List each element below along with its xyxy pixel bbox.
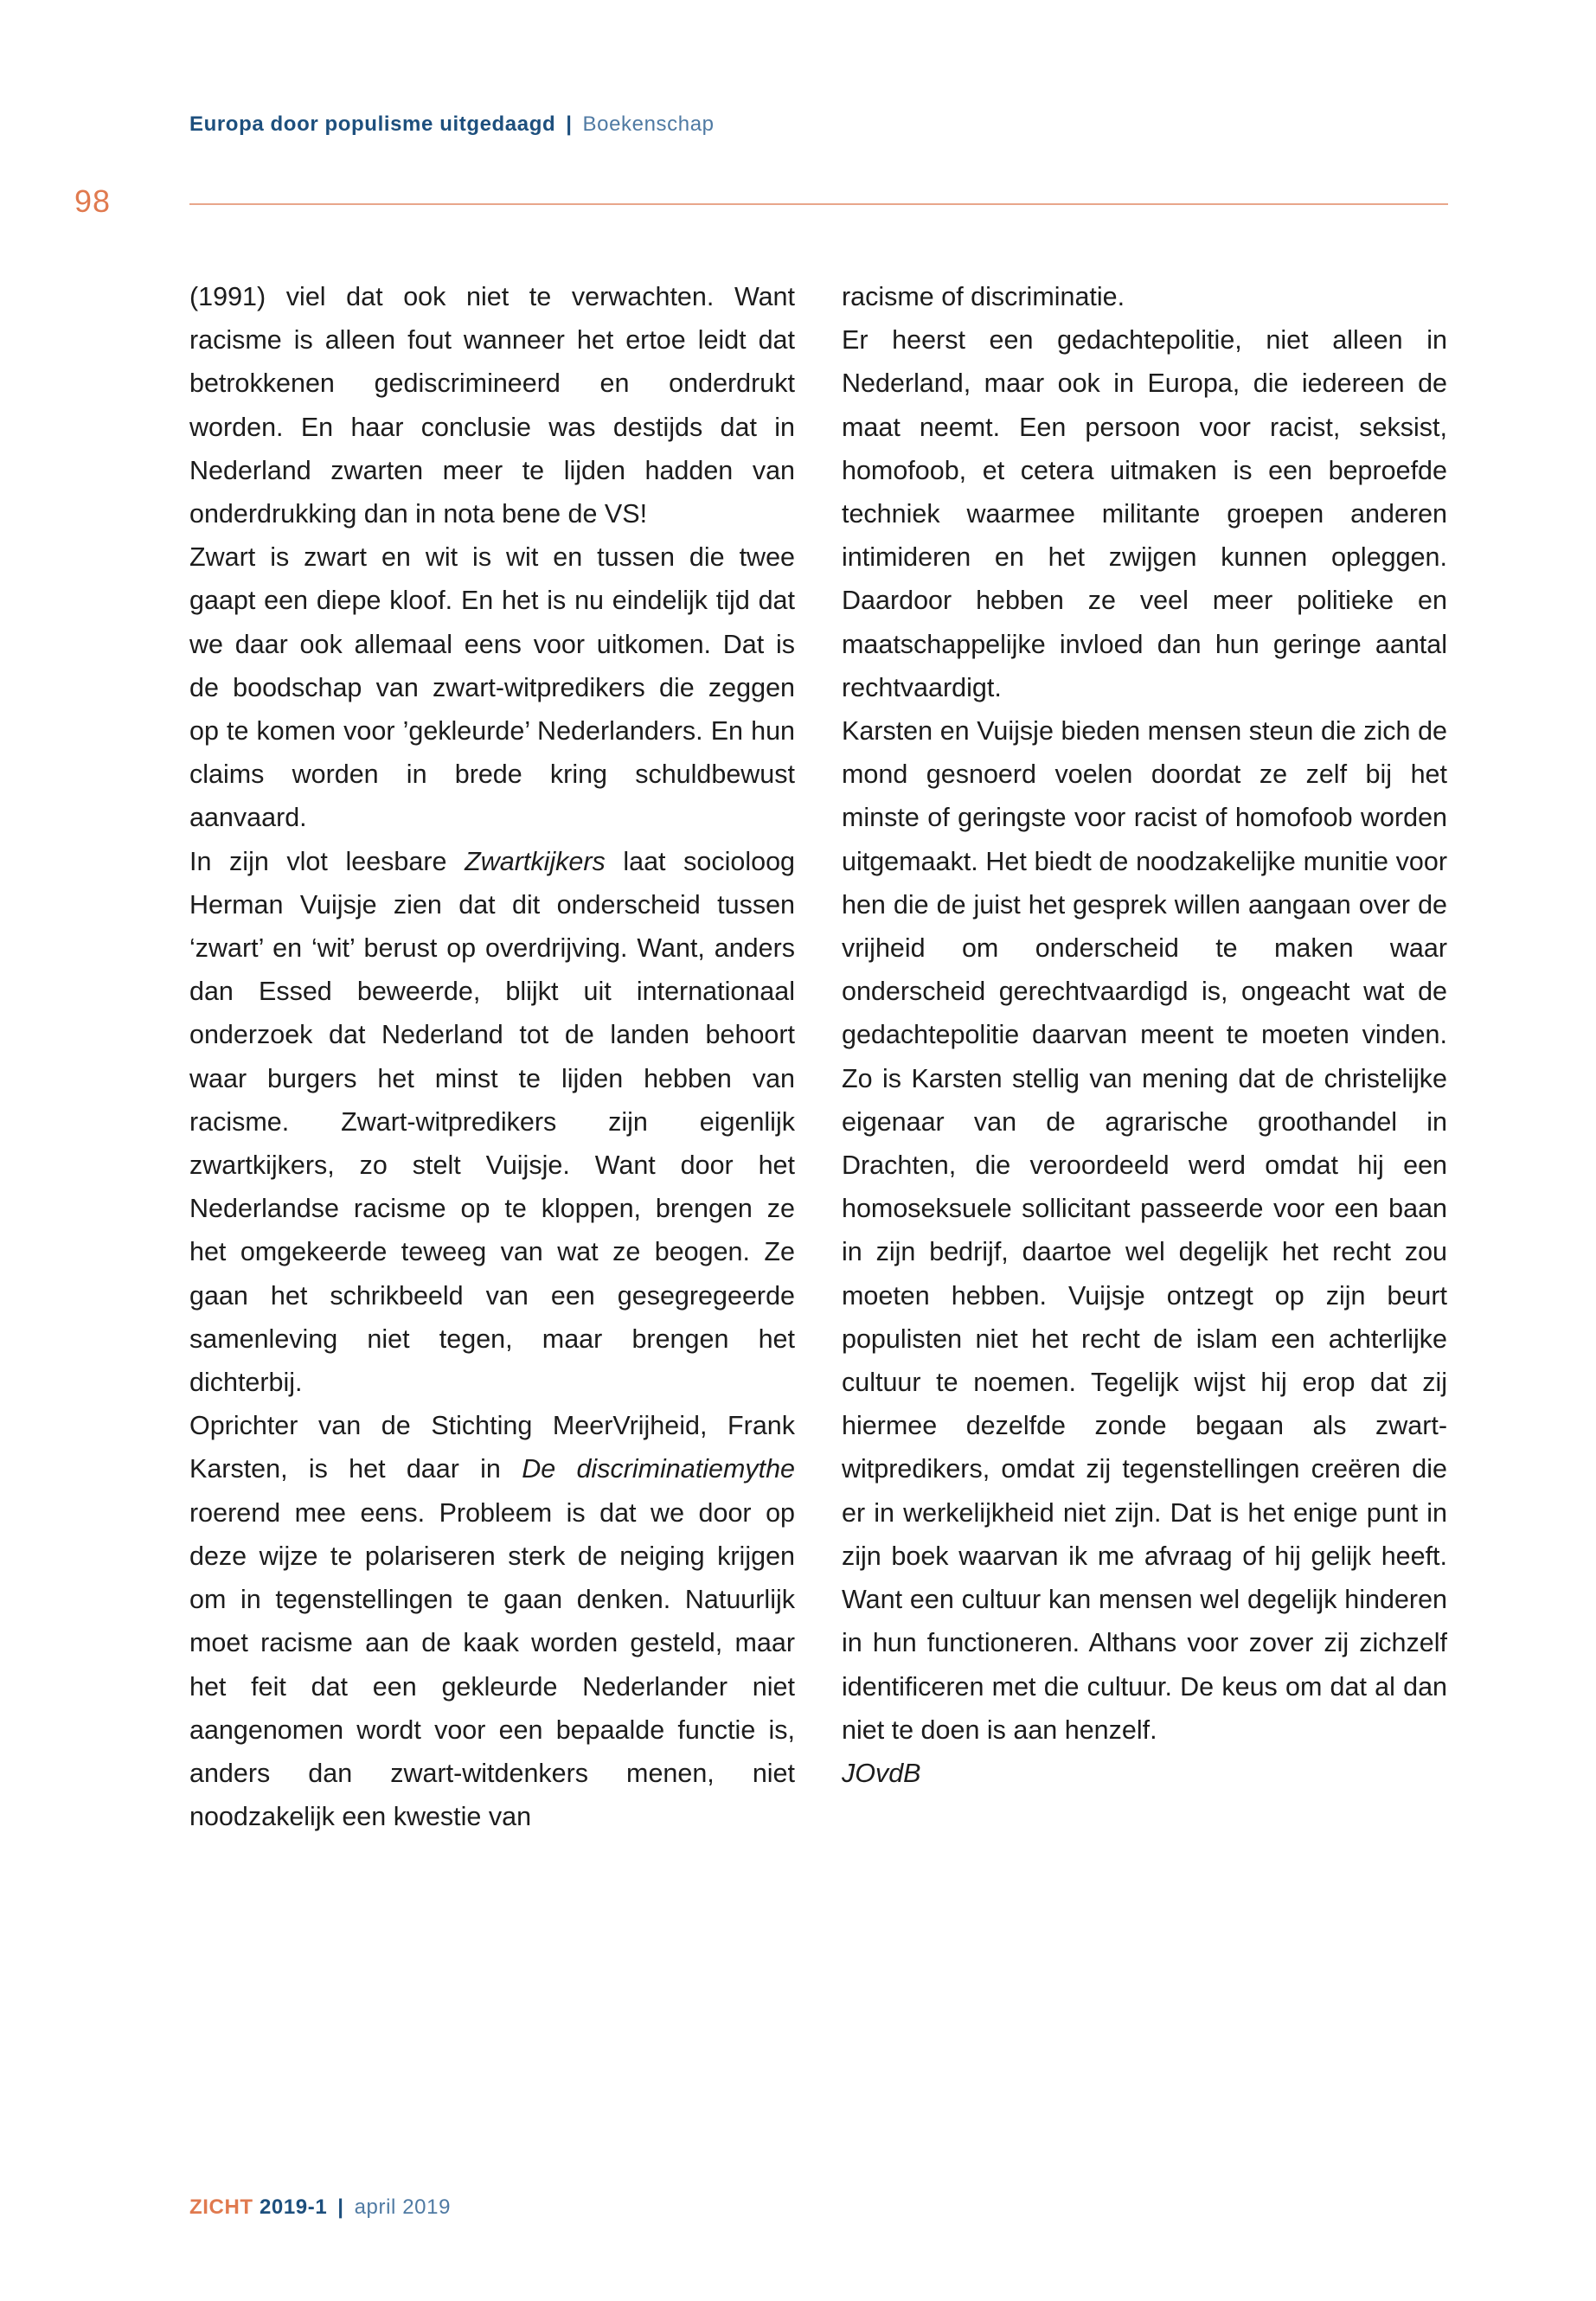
running-header: [189, 112, 715, 137]
footer-brand: ZICHT: [189, 2195, 253, 2219]
left-paragraph-3: [189, 840, 795, 1405]
header-section: Boekenschap: [582, 112, 715, 136]
author-signature: JOvdB: [842, 1758, 921, 1788]
left-column: [189, 275, 795, 1838]
header-separator: |: [566, 112, 573, 136]
right-paragraph-3: Karsten en Vuijsje bieden mensen steun die zich de mond gesnoerd voelen doordat ze zelf bij het minste of geringste voor racist of homofoob worden uitgemaakt. Het biedt de noodzakelijke munitie voor hen die de juist het gesprek willen aangaan over de vrijheid om onderscheid te maken waar onderscheid gerechtvaardigd is, ongeacht wat de gedachtepolitie daarvan meent te moeten vinden. Zo is Karsten stellig van mening dat de christelijke eigenaar van de agrarische groothandel in Drachten, die veroordeeld werd omdat hij een homoseksuele sollicitant passeerde voor een baan in zijn bedrijf, daartoe wel degelijk het recht zou moeten hebben. Vuijsje ontzegt op zijn beurt populisten niet het recht de islam een achterlijke cultuur te noemen. Tegelijk wijst hij erop dat zij hiermee dezelfde zonde begaan als zwart-witpredikers, omdat zij tegenstellingen creëren die er in werkelijkheid niet zijn. Dat is het enige punt in zijn boek waarvan ik me afvraag of hij gelijk heeft. Want een cultuur kan mensen wel degelijk hinderen in hun functioneren. Althans voor zover zij zichzelf identificeren met die cultuur. De keus om dat al dan niet te doen is aan henzelf.: [842, 716, 1447, 1745]
footer-separator: |: [337, 2195, 344, 2219]
left-paragraph-1: (1991) viel dat ook niet te verwachten. Want racisme is alleen fout wanneer het ertoe leidt dat betrokkenen gediscrimineerd en onderdrukt worden. En haar conclusie was destijds dat in Nederland zwarten meer te lijden hadden van onderdrukking dan in nota bene de VS!: [189, 282, 795, 529]
header-title: Europa door populisme uitgedaagd: [189, 112, 556, 136]
right-column: [842, 275, 1447, 1795]
running-footer: [189, 2195, 451, 2220]
paragraph-text: roerend mee eens. Probleem is dat we door op deze wijze te polariseren sterk de neiging krijgen om in tegenstellingen te gaan denken. Natuurlijk moet racisme aan de kaak worden gesteld, maar het feit dat een gekleurde Nederlander niet aangenomen wordt voor een bepaalde functie is, anders dan zwart-witdenkers menen, niet noodzakelijk een kwestie van: [189, 1497, 795, 1832]
paragraph-text: In zijn vlot leesbare: [189, 846, 465, 876]
left-paragraph-4: [189, 1404, 795, 1838]
footer-date: april 2019: [354, 2195, 452, 2219]
page-number: 98: [74, 183, 112, 219]
right-paragraph-1: racisme of discriminatie.: [842, 282, 1125, 311]
paragraph-text: laat socioloog Herman Vuijsje zien dat dit onderscheid tussen ‘zwart’ en ‘wit’ berust op overdrijving. Want, anders dan Essed beweerde, blijkt uit internationaal onderzoek dat Nederland tot de landen behoort waar burgers het minst te lijden hebben van racisme. Zwart-witpredikers zijn eigenlijk zwartkijkers, zo stelt Vuijsje. Want door het Nederlandse racisme op te kloppen, brengen ze het omgekeerde teweeg van wat ze beogen. Ze gaan het schrikbeeld van een gesegregeerde samenleving niet tegen, maar brengen het dichterbij.: [189, 846, 795, 1398]
header-rule: [189, 203, 1448, 205]
footer-issue: 2019-1: [259, 2195, 328, 2219]
left-paragraph-2: Zwart is zwart en wit is wit en tussen die twee gaapt een diepe kloof. En het is nu eindelijk tijd dat we daar ook allemaal eens voor uitkomen. Dat is de boodschap van zwart-witpredikers die zeggen op te komen voor ’gekleurde’ Nederlanders. En hun claims worden in brede kring schuldbewust aanvaard.: [189, 542, 795, 833]
book-title-zwartkijkers: Zwartkijkers: [465, 846, 606, 876]
paragraph-text: Oprichter van de Stichting MeerVrijheid, Frank Karsten, is het daar in: [189, 1411, 795, 1484]
right-paragraph-2: Er heerst een gedachtepolitie, niet alleen in Nederland, maar ook in Europa, die iedereen de maat neemt. Een persoon voor racist, seksist, homofoob, et cetera uitmaken is een beproefde techniek waarmee militante groepen anderen intimideren en het zwijgen kunnen opleggen. Daardoor hebben ze veel meer politieke en maatschappelijke invloed dan hun geringe aantal rechtvaardigt.: [842, 325, 1447, 702]
book-title-discriminatiemythe: De discriminatiemythe: [522, 1454, 796, 1484]
